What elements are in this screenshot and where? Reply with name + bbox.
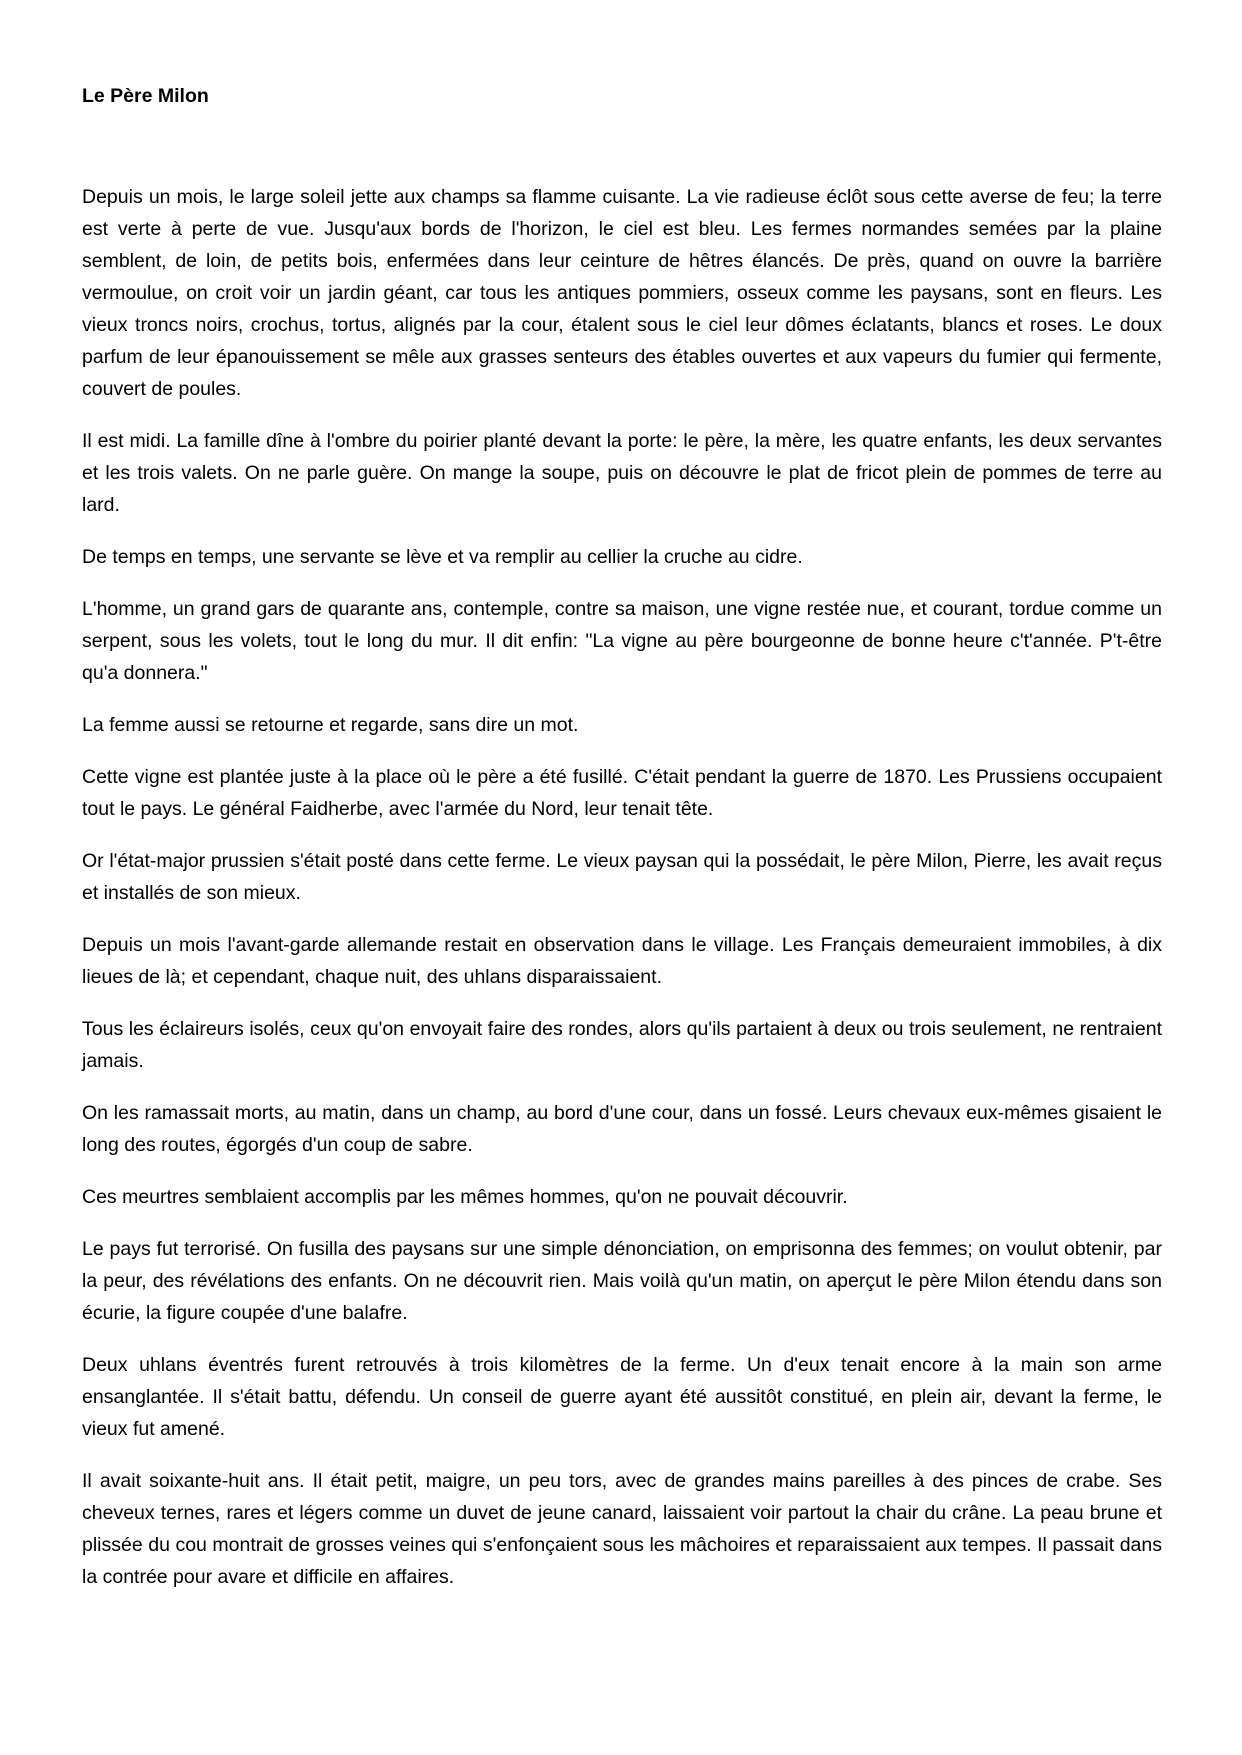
paragraph: La femme aussi se retourne et regarde, sans dire un mot. [82, 714, 579, 736]
document-title: Le Père Milon [82, 85, 209, 107]
paragraph: De temps en temps, une servante se lève et va remplir au cellier la cruche au cidre. [82, 546, 803, 568]
paragraph: Le pays fut terrorisé. On fusilla des paysans sur une simple dénonciation, on emprisonna des femmes; on voulut obtenir, par la peur, des révélations des enfants. On ne découvrit rien. Mais voilà qu'un matin, on aperçut le père Milon étendu dans son écurie, la figure coupée d'une balafre. [82, 1238, 1162, 1324]
paragraph: Il avait soixante-huit ans. Il était petit, maigre, un peu tors, avec de grandes mains pareilles à des pinces de crabe. Ses cheveux ternes, rares et légers comme un duvet de jeune canard, laissaient voir partout la chair du crâne. La peau brune et plissée du cou montrait de grosses veines qui s'enfonçaient sous les mâchoires et reparaissaient aux tempes. Il passait dans la contrée pour avare et difficile en affaires. [82, 1470, 1162, 1588]
paragraph: Depuis un mois l'avant-garde allemande restait en observation dans le village. Les Français demeuraient immobiles, à dix lieues de là; et cependant, chaque nuit, des uhlans disparaissaient. [82, 934, 1162, 988]
paragraph: On les ramassait morts, au matin, dans un champ, au bord d'une cour, dans un fossé. Leurs chevaux eux-mêmes gisaient le long des routes, égorgés d'un coup de sabre. [82, 1102, 1162, 1156]
paragraph: Deux uhlans éventrés furent retrouvés à trois kilomètres de la ferme. Un d'eux tenait encore à la main son arme ensanglantée. Il s'était battu, défendu. Un conseil de guerre ayant été aussitôt constitué, en plein air, devant la ferme, le vieux fut amené. [82, 1354, 1162, 1440]
paragraph: Cette vigne est plantée juste à la place où le père a été fusillé. C'était pendant la guerre de 1870. Les Prussiens occupaient tout le pays. Le général Faidherbe, avec l'armée du Nord, leur tenait tête. [82, 766, 1162, 820]
paragraph: Depuis un mois, le large soleil jette aux champs sa flamme cuisante. La vie radieuse éclôt sous cette averse de feu; la terre est verte à perte de vue. Jusqu'aux bords de l'horizon, le ciel est bleu. Les fermes normandes semées par la plaine semblent, de loin, de petits bois, enfermées dans leur ceinture de hêtres élancés. De près, quand on ouvre la barrière vermoulue, on croit voir un jardin géant, car tous les antiques pommiers, osseux comme les paysans, sont en fleurs. Les vieux troncs noirs, crochus, tortus, alignés par la cour, étalent sous le ciel leur dômes éclatants, blancs et roses. Le doux parfum de leur épanouissement se mêle aux grasses senteurs des étables ouvertes et aux vapeurs du fumier qui fermente, couvert de poules. [82, 186, 1162, 400]
paragraph: Or l'état-major prussien s'était posté dans cette ferme. Le vieux paysan qui la possédait, le père Milon, Pierre, les avait reçus et installés de son mieux. [82, 850, 1162, 904]
document-body [82, 181, 1162, 1613]
paragraph: Il est midi. La famille dîne à l'ombre du poirier planté devant la porte: le père, la mère, les quatre enfants, les deux servantes et les trois valets. On ne parle guère. On mange la soupe, puis on découvre le plat de fricot plein de pommes de terre au lard. [82, 430, 1162, 516]
paragraph: L'homme, un grand gars de quarante ans, contemple, contre sa maison, une vigne restée nue, et courant, tordue comme un serpent, sous les volets, tout le long du mur. Il dit enfin: "La vigne au père bourgeonne de bonne heure c't'année. P't-être qu'a donnera." [82, 598, 1162, 684]
paragraph: Ces meurtres semblaient accomplis par les mêmes hommes, qu'on ne pouvait découvrir. [82, 1186, 848, 1208]
paragraph: Tous les éclaireurs isolés, ceux qu'on envoyait faire des rondes, alors qu'ils partaient à deux ou trois seulement, ne rentraient jamais. [82, 1018, 1162, 1072]
